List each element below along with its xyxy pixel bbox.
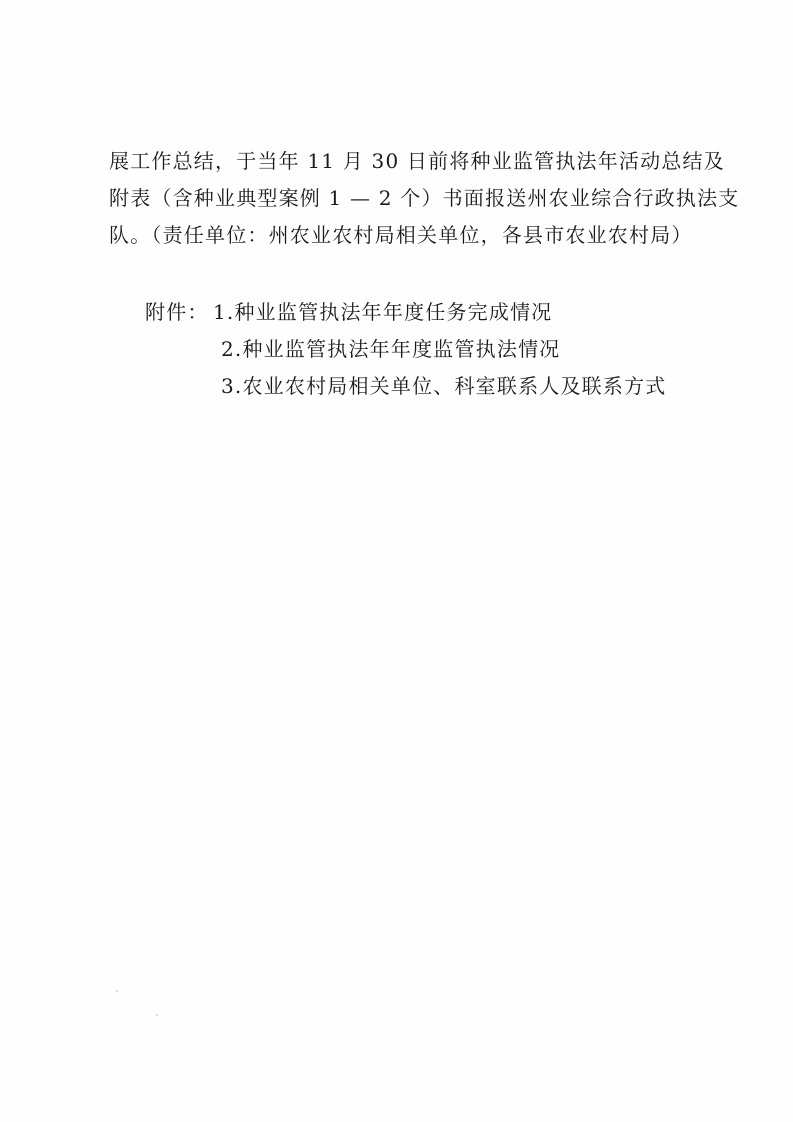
paragraph-line: 附表（含种业典型案例 1 — 2 个）书面报送州农业综合行政执法支 [109,186,740,210]
body-paragraph [109,143,740,254]
attachment-row [145,331,705,368]
attachment-item: 1.种业监管执法年年度任务完成情况 [213,300,553,324]
paragraph-line: 展工作总结，于当年 11 月 30 日前将种业监管执法年活动总结及 [109,149,725,173]
attachment-row [145,368,705,405]
attachment-item: 2.种业监管执法年年度监管执法情况 [221,337,561,361]
attachments-list [145,294,705,405]
attachment-item: 3.农业农村局相关单位、科室联系人及联系方式 [221,374,667,398]
attachments-label: 附件： [145,300,209,324]
paragraph-line: 队。（责任单位：州农业农村局相关单位，各县市农业农村局） [109,223,693,247]
scan-speck [156,1014,158,1016]
scan-speck [116,990,118,992]
attachment-row [145,294,705,331]
